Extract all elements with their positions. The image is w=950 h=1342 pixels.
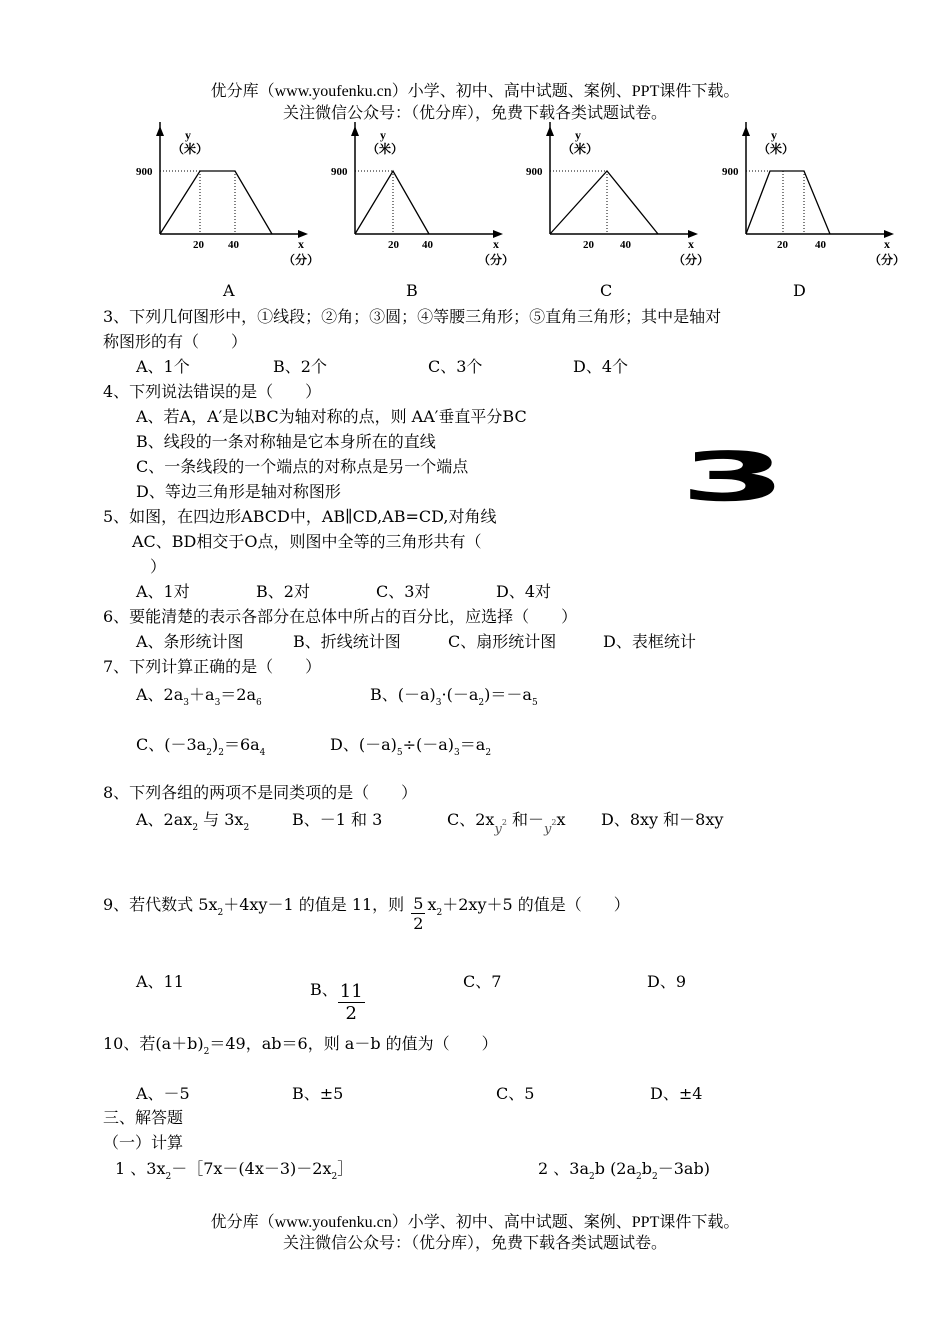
big-digit-3: 3 (680, 438, 787, 517)
q7-option-a: A、$2a_3+a_3=2a_6$ (136, 685, 262, 708)
y-letter: y (185, 128, 191, 142)
q3-stem-line2: 称图形的有（ ） (103, 332, 248, 351)
y-arrow (546, 126, 554, 136)
distance-line (746, 171, 830, 234)
q6-option-a: A、条形统计图 (136, 632, 244, 651)
q7-option-b: B、$(-a)_3\cdot(-a_2)=-a_5$ (370, 685, 538, 708)
footer-line-2: 关注微信公众号：（优分库），免费下载各类试题试卷。 (282, 1235, 667, 1252)
y-letter: y (380, 128, 386, 142)
graph-label-c: C (600, 281, 613, 300)
q10-option-d: D、±4 (650, 1084, 703, 1103)
q7-option-c: C、$(-3a_2)_2=6a_4$ (136, 735, 266, 758)
q5-stem-line1: 5、如图，在四边形ABCD中，AB∥CD,AB=CD,对角线 (103, 507, 497, 526)
q8-option-b: B、－1 和 3 (292, 810, 383, 829)
x-letter: x (884, 237, 890, 251)
y-unit: （米） (758, 142, 795, 156)
q4-option-d: D、等边三角形是轴对称图形 (136, 482, 341, 501)
x-tick-20: 20 (193, 239, 204, 251)
q5-stem-line2: AC、BD相交于O点，则图中全等的三角形共有（ (132, 532, 482, 551)
q4-option-b: B、线段的一条对称轴是它本身所在的直线 (136, 432, 436, 451)
q10-option-c: C、5 (496, 1084, 535, 1103)
x-unit: （分） (283, 253, 320, 267)
y-arrow (742, 126, 750, 136)
graph-d-svg (716, 122, 906, 277)
q9-option-c: C、7 (463, 972, 502, 991)
q4-option-c: C、一条线段的一个端点的对称点是另一个端点 (136, 457, 469, 476)
x-letter: x (688, 237, 694, 251)
distance-line (355, 171, 429, 234)
calc-2: 2 、$3a_2b$ $(2a_2b_2-3ab)$ (538, 1159, 710, 1182)
y-unit: （米） (562, 142, 599, 156)
y-unit: （米） (172, 142, 209, 156)
graph-label-d: D (793, 281, 806, 300)
footer-line-1: 优分库（www.youfenku.cn）小学、初中、高中试题、案例、PPT课件下载。 (210, 1214, 740, 1231)
q8-option-d: D、8xy 和－8xy (601, 810, 724, 829)
q8-option-c: C、$2x_y2$ 和$-_y2x$ (447, 810, 566, 837)
q3-option-c: C、3个 (428, 357, 483, 376)
x-tick-20: 20 (777, 239, 788, 251)
y-letter: y (771, 128, 777, 142)
graph-b (325, 122, 515, 281)
y-tick-900: 900 (331, 166, 348, 178)
q8-option-a: A、$2ax_2$ 与 $3x_2$ (136, 810, 250, 833)
q3-option-b: B、2个 (273, 357, 327, 376)
q6-option-b: B、折线统计图 (293, 632, 401, 651)
y-unit: （米） (367, 142, 404, 156)
q6-stem: 6、要能清楚的表示各部分在总体中所占的百分比，应选择（ ） (103, 607, 578, 626)
section-3-title: 三、解答题 (103, 1108, 184, 1127)
q9-option-d: D、9 (647, 972, 687, 991)
x-letter: x (298, 237, 304, 251)
x-tick-20: 20 (388, 239, 399, 251)
q9-option-b-fraction: $\frac{11}{2}$ (339, 981, 363, 1024)
x-unit: （分） (478, 253, 515, 267)
section-3-subtitle: （一）计算 (103, 1133, 184, 1152)
x-tick-40: 40 (620, 239, 631, 251)
q6-option-d: D、表框统计 (603, 632, 696, 651)
q3-option-a: A、1个 (136, 357, 190, 376)
header-line-1: 优分库（www.youfenku.cn）小学、初中、高中试题、案例、PPT课件下载。 (210, 83, 740, 100)
q4-stem: 4、下列说法错误的是（ ） (103, 382, 322, 401)
q9-fraction: $\frac{5}{2}$ (413, 894, 424, 933)
q5-option-a: A、1对 (136, 582, 190, 601)
q10-option-b: B、±5 (292, 1084, 344, 1103)
x-letter: x (493, 237, 499, 251)
x-tick-20: 20 (583, 239, 594, 251)
q10-stem: 10、若$(a+b)_2=49$，ab＝6，则 a－b 的值为（ ） (103, 1034, 498, 1057)
calc-1: 1 、$3x_2-[7x-(4x-3)-2x_2]$ (115, 1159, 354, 1182)
y-tick-900: 900 (722, 166, 739, 178)
q4-option-a: A、若A，A′是以BC为轴对称的点，则 AA′垂直平分BC (136, 407, 527, 426)
q9-option-a: A、11 (136, 972, 184, 991)
y-letter: y (575, 128, 581, 142)
q9-option-b: B、 $\frac{11}{2}$ (310, 980, 363, 1024)
q5-option-b: B、2对 (256, 582, 310, 601)
graph-d (716, 122, 906, 281)
graph-a (130, 122, 320, 281)
x-tick-40: 40 (815, 239, 826, 251)
graph-c-svg (520, 122, 710, 277)
graph-c (520, 122, 710, 281)
x-unit: （分） (869, 253, 906, 267)
graph-label-b: B (406, 281, 418, 300)
q10-option-a: A、－5 (136, 1084, 190, 1103)
q7-option-d: D、$(-a)_5\div(-a)_3=a_2$ (330, 735, 492, 758)
q3-option-d: D、4个 (573, 357, 629, 376)
graph-a-svg (130, 122, 320, 277)
q8-stem: 8、下列各组的两项不是同类项的是（ ） (103, 783, 418, 802)
y-tick-900: 900 (136, 166, 153, 178)
header-line-2: 关注微信公众号：（优分库），免费下载各类试题试卷。 (282, 105, 667, 122)
x-tick-40: 40 (228, 239, 239, 251)
distance-line (160, 171, 272, 234)
y-tick-900: 900 (526, 166, 543, 178)
y-arrow (351, 126, 359, 136)
q5-option-c: C、3对 (376, 582, 431, 601)
graph-label-a: A (223, 281, 235, 300)
distance-line (550, 171, 658, 234)
q7-stem: 7、下列计算正确的是（ ） (103, 657, 322, 676)
x-unit: （分） (673, 253, 710, 267)
x-tick-40: 40 (422, 239, 433, 251)
q9-stem: 9、若代数式 $5x_2+4xy-1$ 的值是 11，则 $\frac{5}{2}$ $x_2+2xy+5$ 的值是（ ） (103, 894, 630, 933)
q5-stem-line3: ） (150, 557, 167, 576)
graph-b-svg (325, 122, 515, 277)
q3-stem-line1: 3、下列几何图形中，①线段；②角；③圆；④等腰三角形；⑤直角三角形；其中是轴对 (103, 307, 722, 326)
y-arrow (156, 126, 164, 136)
q6-option-c: C、扇形统计图 (448, 632, 557, 651)
q5-option-d: D、4对 (496, 582, 552, 601)
